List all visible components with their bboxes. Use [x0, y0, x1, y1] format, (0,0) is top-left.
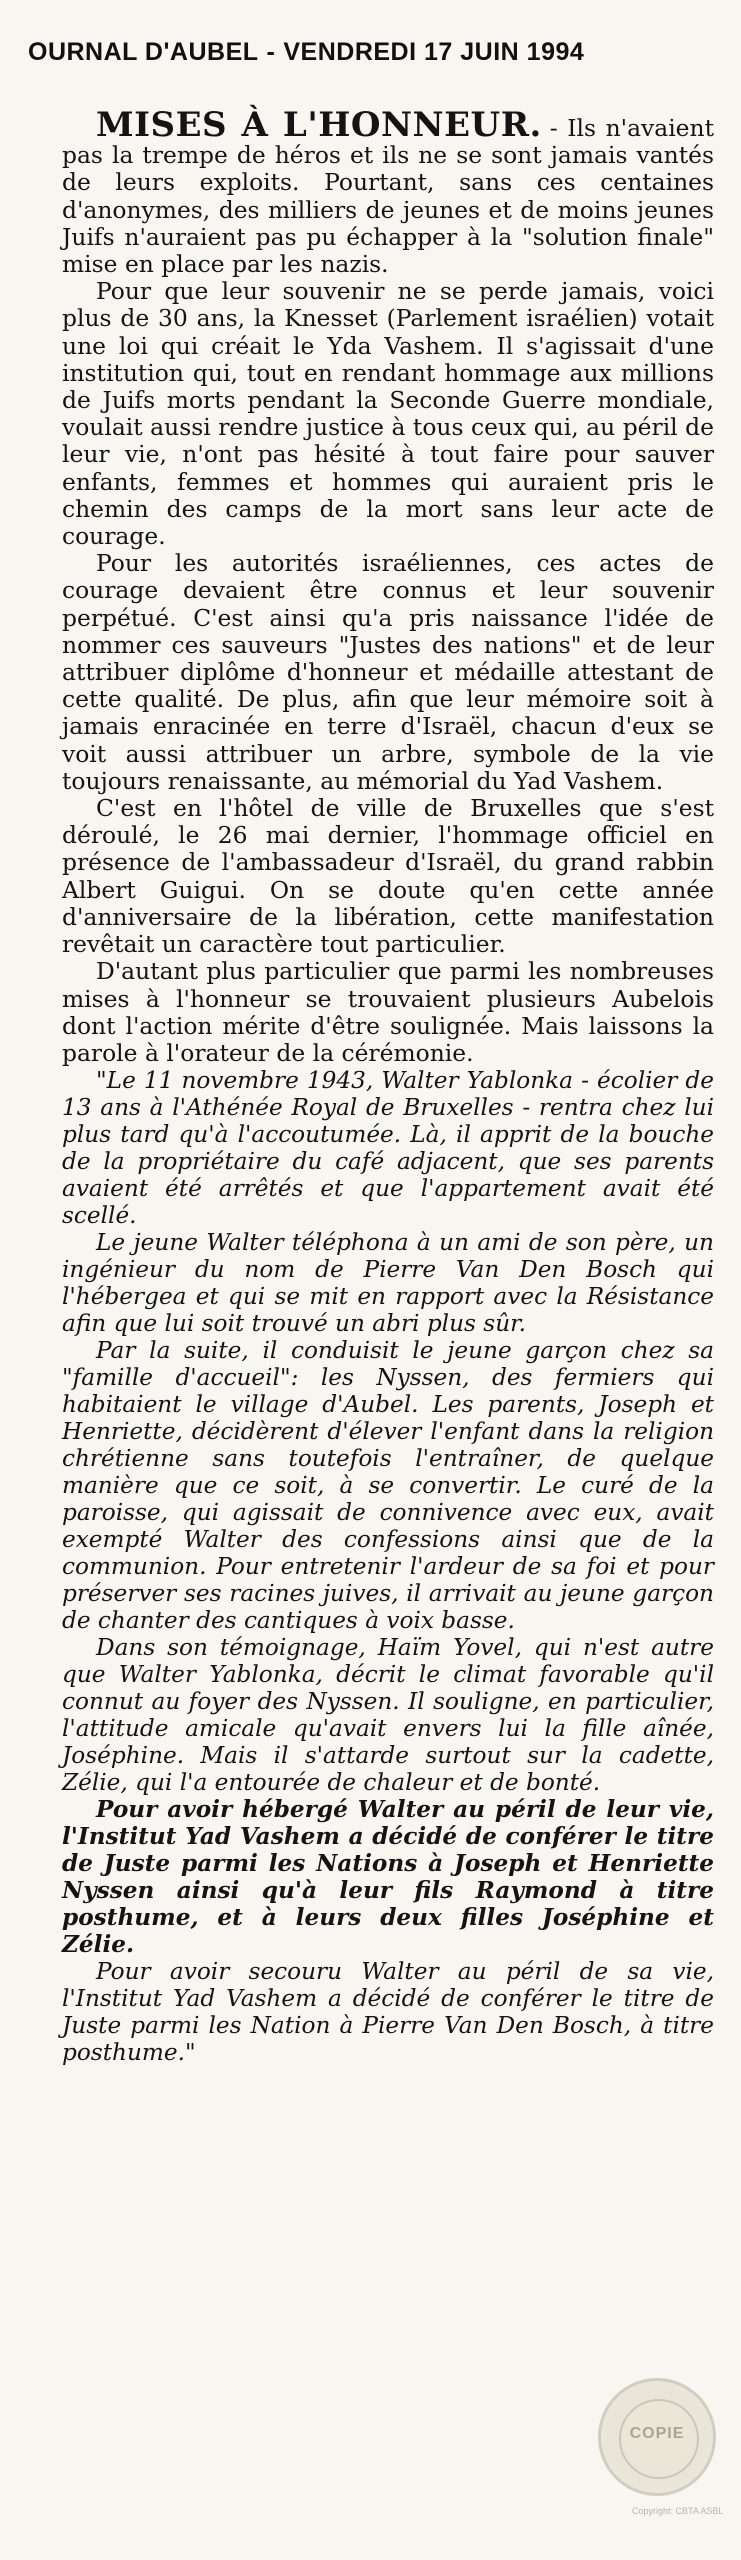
journal-name: OURNAL D'AUBEL: [28, 38, 259, 66]
closing-paragraph-nyssen: Pour avoir hébergé Walter au péril de leur vie, l'Institut Yad Vashem a décidé de conférer le titre de Juste parmi les Nations à Joseph et Henriette Nyssen ainsi qu'à leur fils Raymond à titre posthume, et à leurs deux filles Joséphine et Zélie.: [62, 1796, 714, 1959]
issue-date: VENDREDI 17 JUIN 1994: [283, 38, 585, 66]
paragraph-ceremony: C'est en l'hôtel de ville de Bruxelles que s'est déroulé, le 26 mai dernier, l'hommage officiel en présence de l'ambassadeur d'Israël, du grand rabbin Albert Guigui. On se doute qu'en cette année d'anniversaire de la libération, cette manifestation revêtait un caractère tout particulier.: [62, 794, 714, 959]
lead-paragraph: [62, 105, 714, 279]
quote-paragraph: Par la suite, il conduisit le jeune garçon chez sa "famille d'accueil": les Nyssen, des fermiers qui habitaient le village d'Aubel. Les parents, Joseph et Henriette, décidèrent d'élever l'enfant dans la religion chrétienne sans toutefois l'entraîner, de quelque manière que ce soit, à se convertir. Le curé de la paroisse, qui agissait de connivence avec eux, avait exempté Walter des confessions ainsi que de la communion. Pour entretenir l'ardeur de sa foi et pour préserver ses racines juives, il arrivait au jeune garçon de chanter des cantiques à voix basse.: [62, 1337, 714, 1635]
closing-paragraph-van-den-bosch: Pour avoir secouru Walter au péril de sa vie, l'Institut Yad Vashem a décidé de conférer le titre de Juste parmi les Nation à Pierre Van Den Bosch, à titre posthume.": [62, 1958, 714, 2067]
quote-paragraph: Le jeune Walter téléphona à un ami de son père, un ingénieur du nom de Pierre Van Den Bosch qui l'hébergea et qui se mit en rapport avec la Résistance afin que lui soit trouvé un abri plus sûr.: [62, 1229, 714, 1338]
paragraph-yad-vashem: Pour que leur souvenir ne se perde jamais, voici plus de 30 ans, la Knesset (Parlement israélien) votait une loi qui créait le Yda Vashem. Il s'agissait d'une institution qui, tout en rendant hommage aux millions de Juifs morts pendant la Seconde Guerre mondiale, voulait aussi rendre justice à tous ceux qui, au péril de leur vie, n'ont pas hésité à tout faire pour sauver enfants, femmes et hommes qui auraient pris le chemin des camps de la mort sans leur acte de courage.: [62, 277, 714, 551]
quote-paragraph: Dans son témoignage, Haïm Yovel, qui n'est autre que Walter Yablonka, décrit le climat favorable qu'il connut au foyer des Nyssen. Il souligne, en particulier, l'attitude amicale qu'avait envers lui la fille aînée, Joséphine. Mais il s'attarde surtout sur la cadette, Zélie, qui l'a entourée de chaleur et de bonté.: [62, 1634, 714, 1797]
stamp-credit: Copyright: CBTA ASBL: [632, 2506, 724, 2516]
masthead: [28, 38, 584, 67]
speech-quote: [62, 1067, 714, 2066]
paragraph-aubelois: D'autant plus particulier que parmi les nombreuses mises à l'honneur se trouvaient plusieurs Aubelois dont l'action mérite d'être soulignée. Mais laissons la parole à l'orateur de la cérémonie.: [62, 957, 714, 1067]
masthead-separator: -: [266, 38, 276, 66]
archive-stamp: [598, 2378, 716, 2496]
quote-paragraph: "Le 11 novembre 1943, Walter Yablonka - écolier de 13 ans à l'Athénée Royal de Bruxelles - rentra chez lui plus tard qu'à l'accoutumée. Là, il apprit de la bouche de la propriétaire du café adjacent, que ses parents avaient été arrêtés et que l'appartement avait été scellé.: [62, 1067, 714, 1230]
headline: MISES À L'HONNEUR.: [96, 105, 542, 145]
paragraph-justes: Pour les autorités israéliennes, ces actes de courage devaient être connus et leur souvenir perpétué. C'est ainsi qu'a pris naissance l'idée de nommer ces sauveurs "Justes des nations" et de leur attribuer diplôme d'honneur et médaille attestant de cette qualité. De plus, afin que leur mémoire soit à jamais enracinée en terre d'Israël, chacun d'eux se voit aussi attribuer un arbre, symbole de la vie toujours renaissante, au mémorial du Yad Vashem.: [62, 549, 714, 795]
lead-text: - Ils n'avaient pas la trempe de héros et ils ne se sont jamais vantés de leurs exploits. Pourtant, sans ces centaines d'anonymes, des milliers de jeunes et de moins jeunes Juifs n'auraient pas pu échapper à la "solution finale" mise en place par les nazis.: [62, 114, 714, 279]
article-body: [62, 105, 714, 2067]
stamp-label: COPIE: [629, 2425, 685, 2442]
